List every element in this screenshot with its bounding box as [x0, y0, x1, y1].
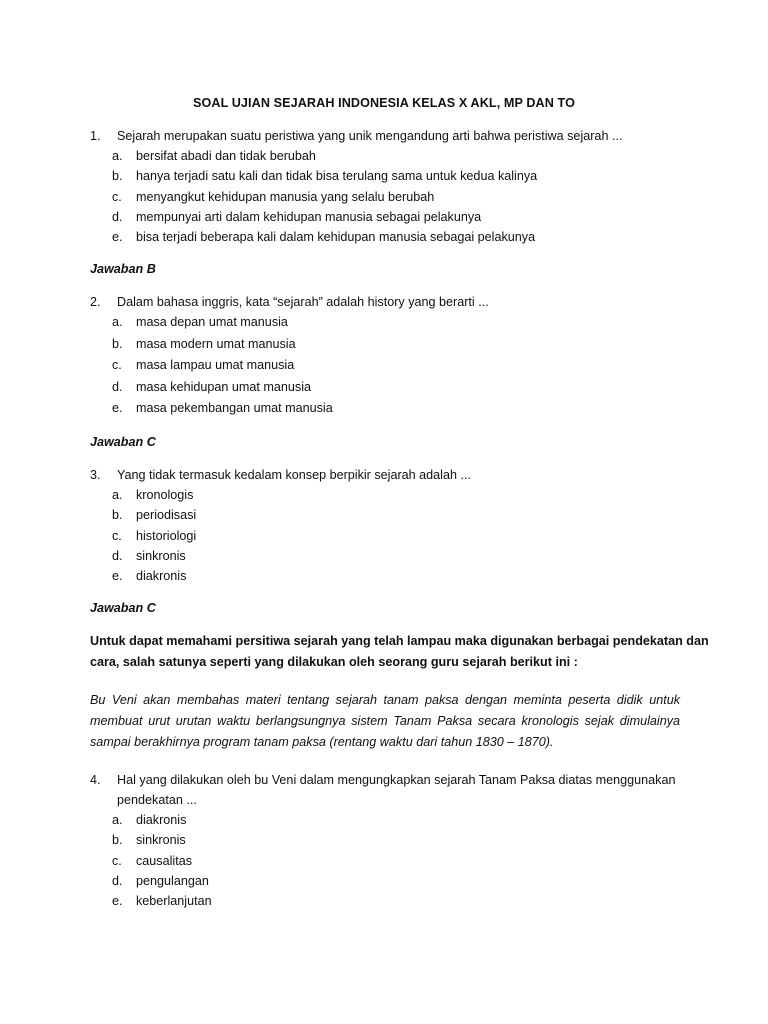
question-number: 4. [90, 773, 101, 787]
option-letter: d. [112, 379, 123, 394]
option-item [90, 377, 690, 399]
option-letter: e. [112, 401, 123, 415]
question-4-stem-continued [90, 790, 690, 810]
option-text: masa depan umat manusia [136, 315, 288, 329]
case-paragraph-line: Bu Veni akan membahas materi tentang sejarah tanam paksa dengan meminta peserta didik untuk [90, 693, 680, 707]
option-letter: a. [112, 149, 123, 163]
question-1 [90, 126, 690, 247]
option-item [90, 830, 690, 850]
intro-paragraph-line: Untuk dapat memahami persitiwa sejarah yang telah lampau maka digunakan berbagai pendekatan dan [90, 634, 709, 648]
option-text: sinkronis [136, 833, 186, 848]
option-text: masa modern umat manusia [136, 336, 296, 351]
option-text: pengulangan [136, 873, 209, 888]
option-text: bisa terjadi beberapa kali dalam kehidupan manusia sebagai pelakunya [136, 230, 536, 245]
option-letter: d. [112, 873, 123, 888]
option-letter: c. [112, 358, 122, 372]
option-item [90, 312, 690, 334]
answer-key-3: Jawaban C [90, 601, 156, 615]
option-item [90, 871, 690, 891]
option-item [90, 146, 690, 166]
option-text: causalitas [136, 853, 193, 868]
option-item [90, 505, 690, 525]
option-list [90, 810, 690, 911]
option-letter: a. [112, 813, 123, 827]
question-number: 1. [90, 129, 101, 143]
option-letter: e. [112, 230, 123, 245]
option-item [90, 810, 690, 830]
option-item [90, 851, 690, 871]
intro-paragraph [90, 631, 709, 673]
option-text: periodisasi [136, 508, 197, 523]
option-text: hanya terjadi satu kali dan tidak bisa terulang sama untuk kedua kalinya [136, 169, 538, 184]
question-number: 2. [90, 295, 101, 309]
option-letter: b. [112, 336, 123, 351]
option-text: historiologi [136, 528, 197, 543]
question-3 [90, 465, 690, 586]
answer-key-2: Jawaban C [90, 435, 156, 449]
question-4 [90, 770, 690, 911]
option-item [90, 526, 690, 546]
option-item [90, 187, 690, 207]
option-text: masa pekembangan umat manusia [136, 401, 333, 415]
option-list [90, 146, 690, 247]
option-text: diakronis [136, 813, 187, 827]
option-letter: b. [112, 169, 123, 184]
option-item [90, 566, 690, 586]
question-2 [90, 292, 690, 420]
option-text: bersifat abadi dan tidak berubah [136, 149, 316, 163]
option-letter: a. [112, 488, 123, 502]
option-letter: c. [112, 853, 122, 868]
question-text: Hal yang dilakukan oleh bu Veni dalam mengungkapkan sejarah Tanam Paksa diatas menggunakan [117, 773, 676, 787]
question-text: Yang tidak termasuk kedalam konsep berpikir sejarah adalah ... [117, 468, 471, 482]
option-letter: a. [112, 315, 123, 329]
option-text: keberlanjutan [136, 894, 212, 909]
option-item [90, 355, 690, 377]
question-text-continued: pendekatan ... [117, 793, 197, 807]
case-paragraph-line: sampai berakhirnya program tanam paksa (rentang waktu dari tahun 1830 – 1870). [90, 735, 554, 749]
option-text: mempunyai arti dalam kehidupan manusia sebagai pelakunya [136, 209, 482, 224]
question-3-stem [90, 465, 690, 485]
question-text: Sejarah merupakan suatu peristiwa yang unik mengandung arti bahwa peristiwa sejarah ... [117, 129, 623, 143]
document-title: SOAL UJIAN SEJARAH INDONESIA KELAS X AKL, MP DAN TO [192, 96, 576, 110]
option-item [90, 485, 690, 505]
option-list [90, 312, 690, 420]
option-letter: c. [112, 528, 122, 543]
option-text: sinkronis [136, 548, 186, 563]
option-text: kronologis [136, 488, 194, 502]
option-letter: e. [112, 569, 123, 584]
option-letter: b. [112, 508, 123, 523]
option-text: diakronis [136, 569, 187, 584]
option-letter: c. [112, 189, 122, 204]
option-item [90, 891, 690, 911]
option-letter: e. [112, 894, 123, 909]
option-letter: d. [112, 548, 123, 563]
option-item [90, 227, 690, 247]
option-text: masa lampau umat manusia [136, 358, 295, 372]
question-4-stem [90, 770, 690, 790]
option-text: masa kehidupan umat manusia [136, 379, 312, 394]
question-2-stem [90, 292, 690, 312]
option-text: menyangkut kehidupan manusia yang selalu berubah [136, 189, 435, 204]
option-item [90, 166, 690, 186]
question-text: Dalam bahasa inggris, kata “sejarah” adalah history yang berarti ... [117, 295, 489, 309]
option-item [90, 546, 690, 566]
question-number: 3. [90, 468, 101, 482]
option-item [90, 207, 690, 227]
answer-key-1: Jawaban B [90, 262, 156, 276]
option-item [90, 334, 690, 356]
intro-paragraph-line: cara, salah satunya seperti yang dilakukan oleh seorang guru sejarah berikut ini : [90, 655, 578, 669]
question-1-stem [90, 126, 690, 146]
option-letter: b. [112, 833, 123, 848]
option-letter: d. [112, 209, 123, 224]
option-item [90, 398, 690, 420]
case-paragraph-line: membuat urut urutan waktu berlangsungnya sistem Tanam Paksa secara kronologis sejak dimulainya [90, 714, 680, 728]
case-paragraph [90, 690, 680, 753]
option-list [90, 485, 690, 586]
